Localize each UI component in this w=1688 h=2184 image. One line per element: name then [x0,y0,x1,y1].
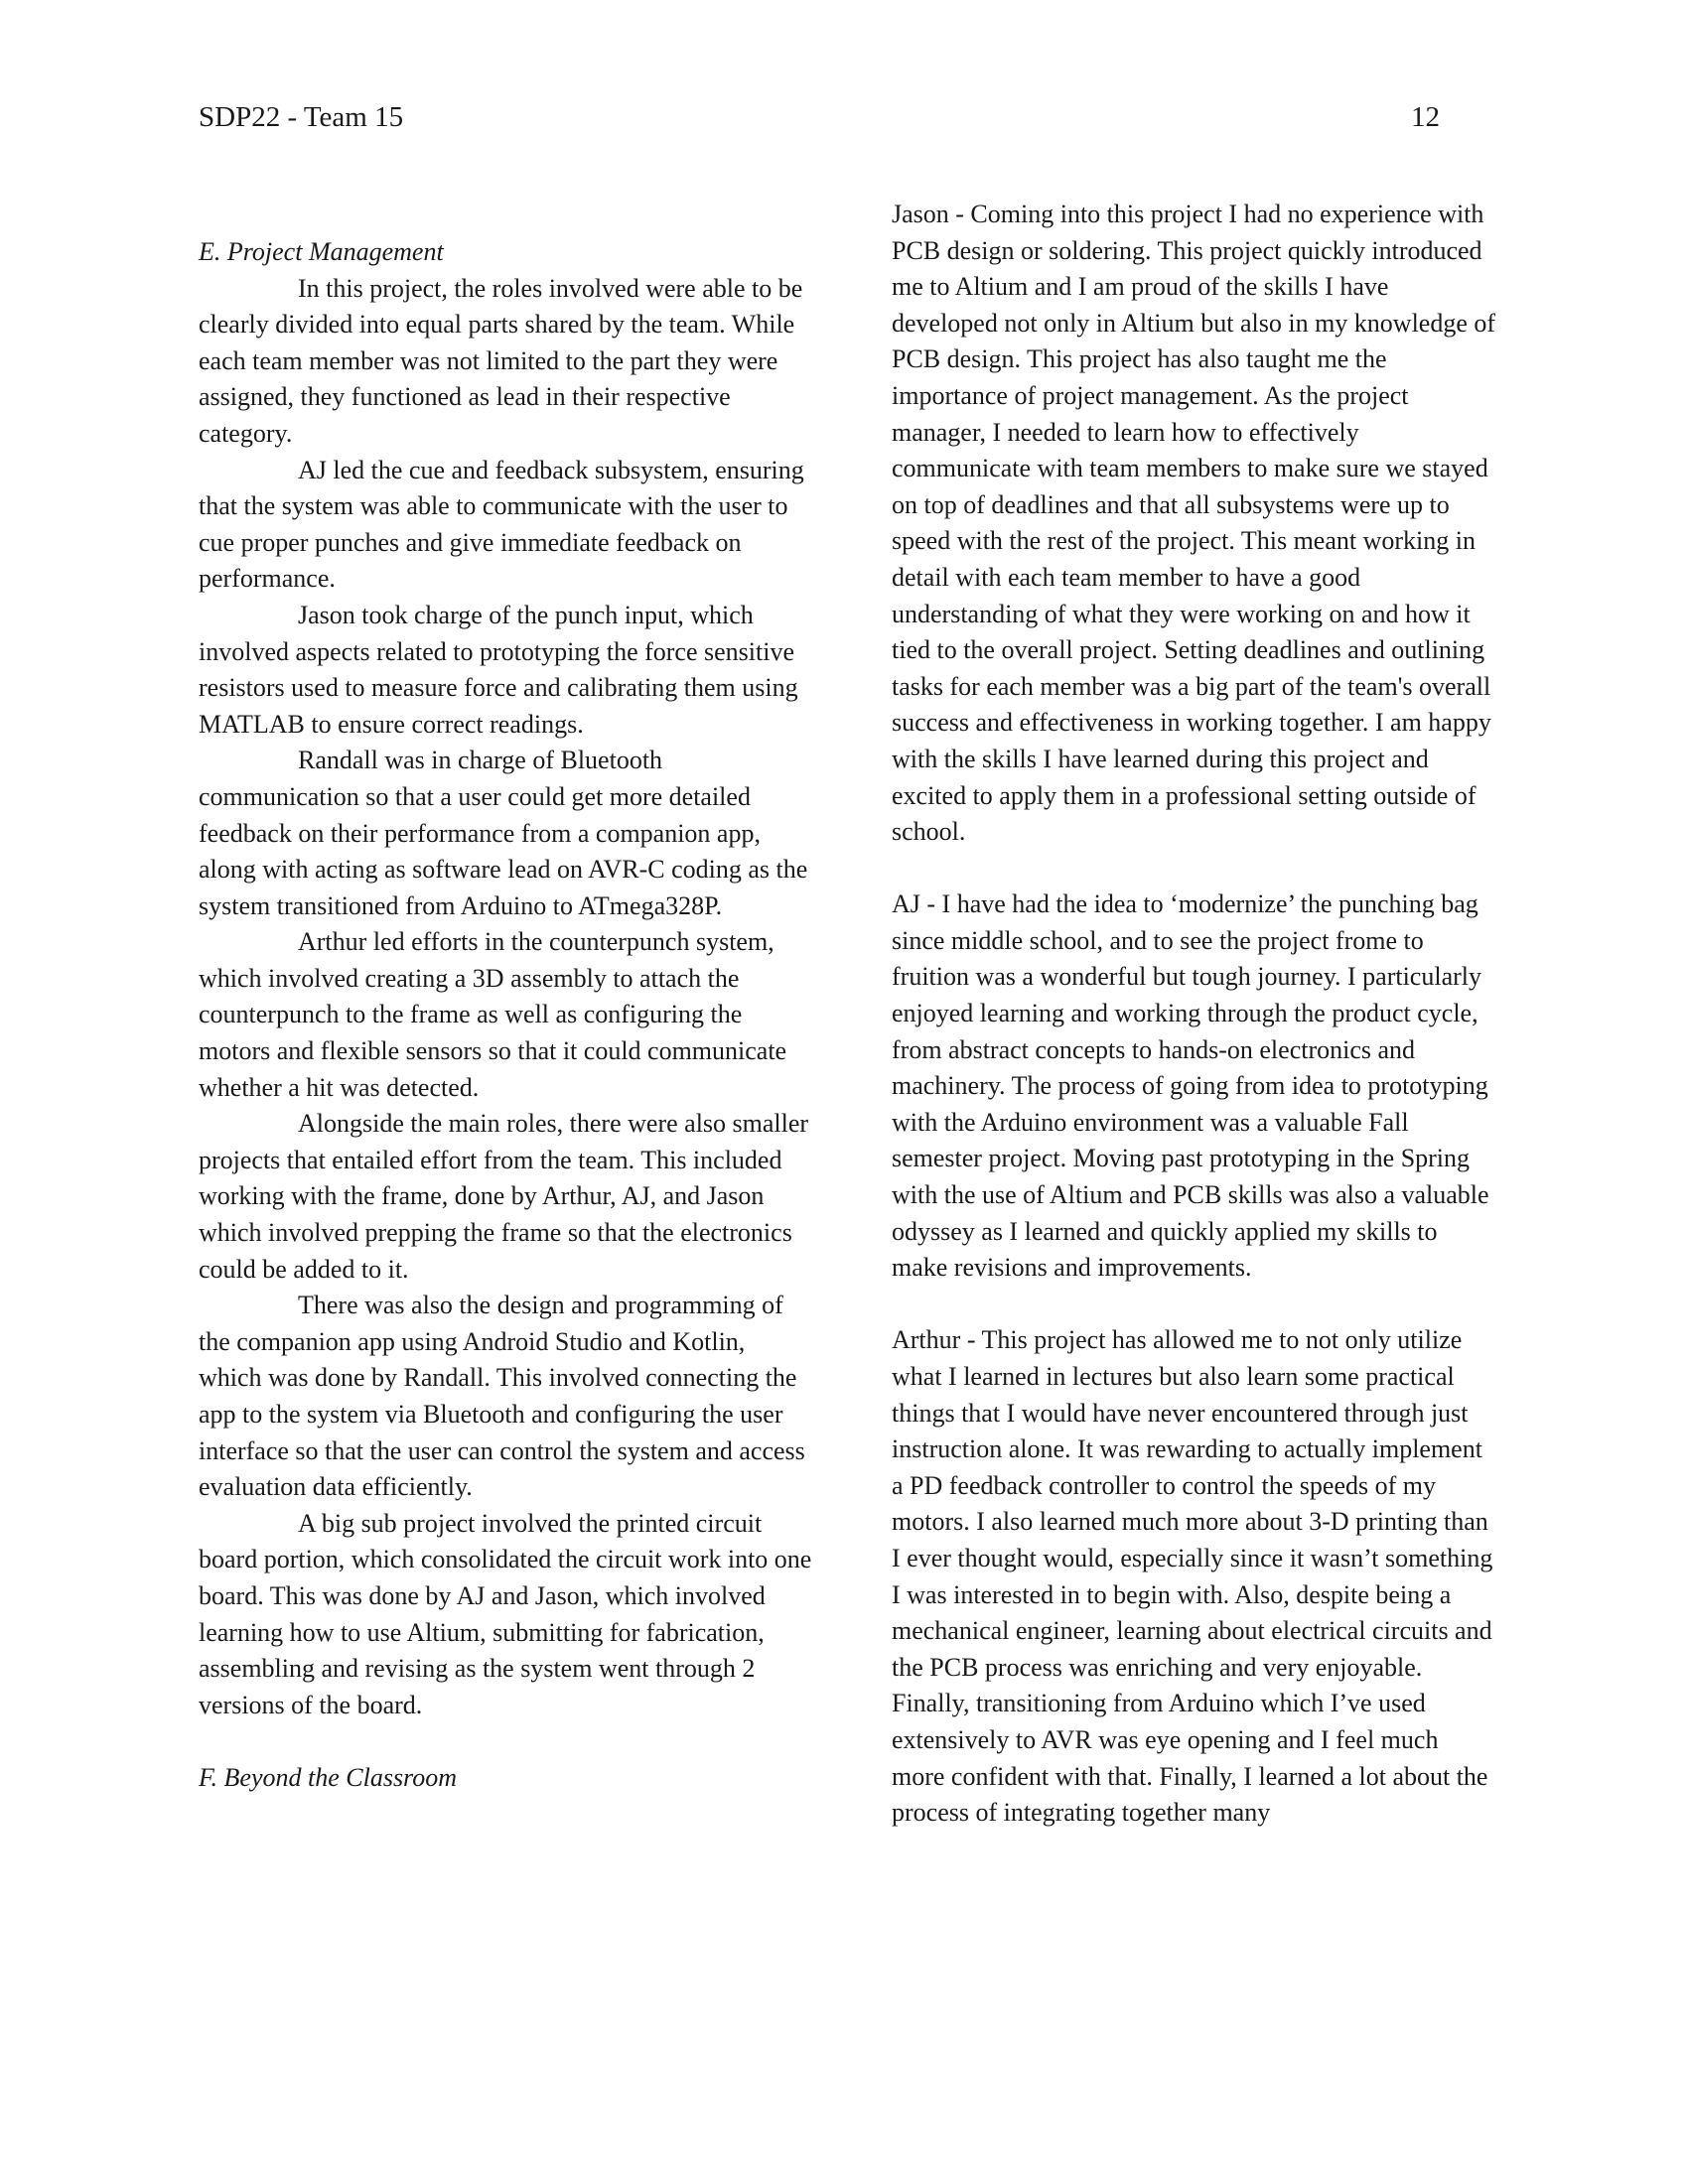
paragraph-arthur-role: Arthur led efforts in the counterpunch system, which involved creating a 3D assembly to attach the counterpunch to the frame as well as configuring the motors and flexible sensors so that it could communicate whether a hit was detected. [199,927,787,1102]
running-header-title: SDP22 - Team 15 [199,101,404,133]
section-heading-beyond-classroom: F. Beyond the Classroom [199,1762,457,1792]
page-number: 12 [1411,101,1440,133]
entry-spacer [892,851,1497,887]
entry-spacer [892,1287,1497,1323]
left-column [199,234,814,1797]
right-column [892,197,1497,1832]
reflection-jason: Jason - Coming into this project I had no experience with PCB design or soldering. This project quickly introduced me to Altium and I am proud of the skills I have developed not only in Altium but also in my knowledge of PCB design. This project has also taught me the importance of project management. As the project manager, I needed to learn how to effectively communicate with team members to make sure we stayed on top of deadlines and that all subsystems were up to speed with the rest of the project. This meant working in detail with each team member to have a good understanding of what they were working on and how it tied to the overall project. Setting deadlines and outlining tasks for each member was a big part of the team's overall success and effectiveness in working together. I am happy with the skills I have learned during this project and excited to apply them in a professional setting outside of school. [892,200,1496,847]
paragraph-smaller-projects: Alongside the main roles, there were also smaller projects that entailed effort from the team. This included working with the frame, done by Arthur, AJ, and Jason which involved prepping the frame so that the electronics could be added to it. [199,1109,809,1284]
reflection-aj: AJ - I have had the idea to ‘modernize’ the punching bag since middle school, and to see the project frome to fruition was a wonderful but tough journey. I particularly enjoyed learning and working through the product cycle, from abstract concepts to hands-on electronics and machinery. The process of going from idea to prototyping with the Arduino environment was a valuable Fall semester project. Moving past prototyping in the Spring with the use of Altium and PCB skills was also a valuable odyssey as I learned and quickly applied my skills to make revisions and improvements. [892,889,1489,1283]
paragraph-randall-role: Randall was in charge of Bluetooth communication so that a user could get more detailed feedback on their performance from a companion app, along with acting as software lead on AVR-C coding as the system transitioned from Arduino to ATmega328P. [199,746,808,920]
reflection-arthur: Arthur - This project has allowed me to not only utilize what I learned in lectures but also learn some practical things that I would have never encountered through just instruction alone. It was rewarding to actually implement a PD feedback controller to control the speeds of my motors. I also learned much more about 3-D printing than I ever thought would, especially since it wasn’t something I was interested in to begin with. Also, despite being a mechanical engineer, learning about electrical circuits and the PCB process was enriching and very enjoyable. Finally, transitioning from Arduino which I’ve used extensively to AVR was eye opening and I feel much more confident with that. Finally, I learned a lot about the process of integrating together many [892,1325,1493,1828]
section-heading-project-management: E. Project Management [199,237,444,266]
paragraph-jason-role: Jason took charge of the punch input, which involved aspects related to prototyping the force sensitive resistors used to measure force and calibrating them using MATLAB to ensure correct readings. [199,600,798,739]
paragraph-pcb-subproject: A big sub project involved the printed circuit board portion, which consolidated the circuit work into one board. This was done by AJ and Jason, which involved learning how to use Altium, submitting for fabrication, assembling and revising as the system went through 2 versions of the board. [199,1508,812,1719]
paragraph-roles-intro: In this project, the roles involved were able to be clearly divided into equal parts shared by the team. While each team member was not limited to the part they were assigned, they functioned as lead in their respective category. [199,273,803,448]
paragraph-companion-app: There was also the design and programming of the companion app using Android Studio and Kotlin, which was done by Randall. This involved connecting the app to the system via Bluetooth and configuring the user interface so that the user can control the system and access evaluation data efficiently. [199,1291,805,1502]
paragraph-aj-role: AJ led the cue and feedback subsystem, ensuring that the system was able to communicate with the user to cue proper punches and give immediate feedback on performance. [199,455,804,594]
section-spacer [199,1723,814,1760]
